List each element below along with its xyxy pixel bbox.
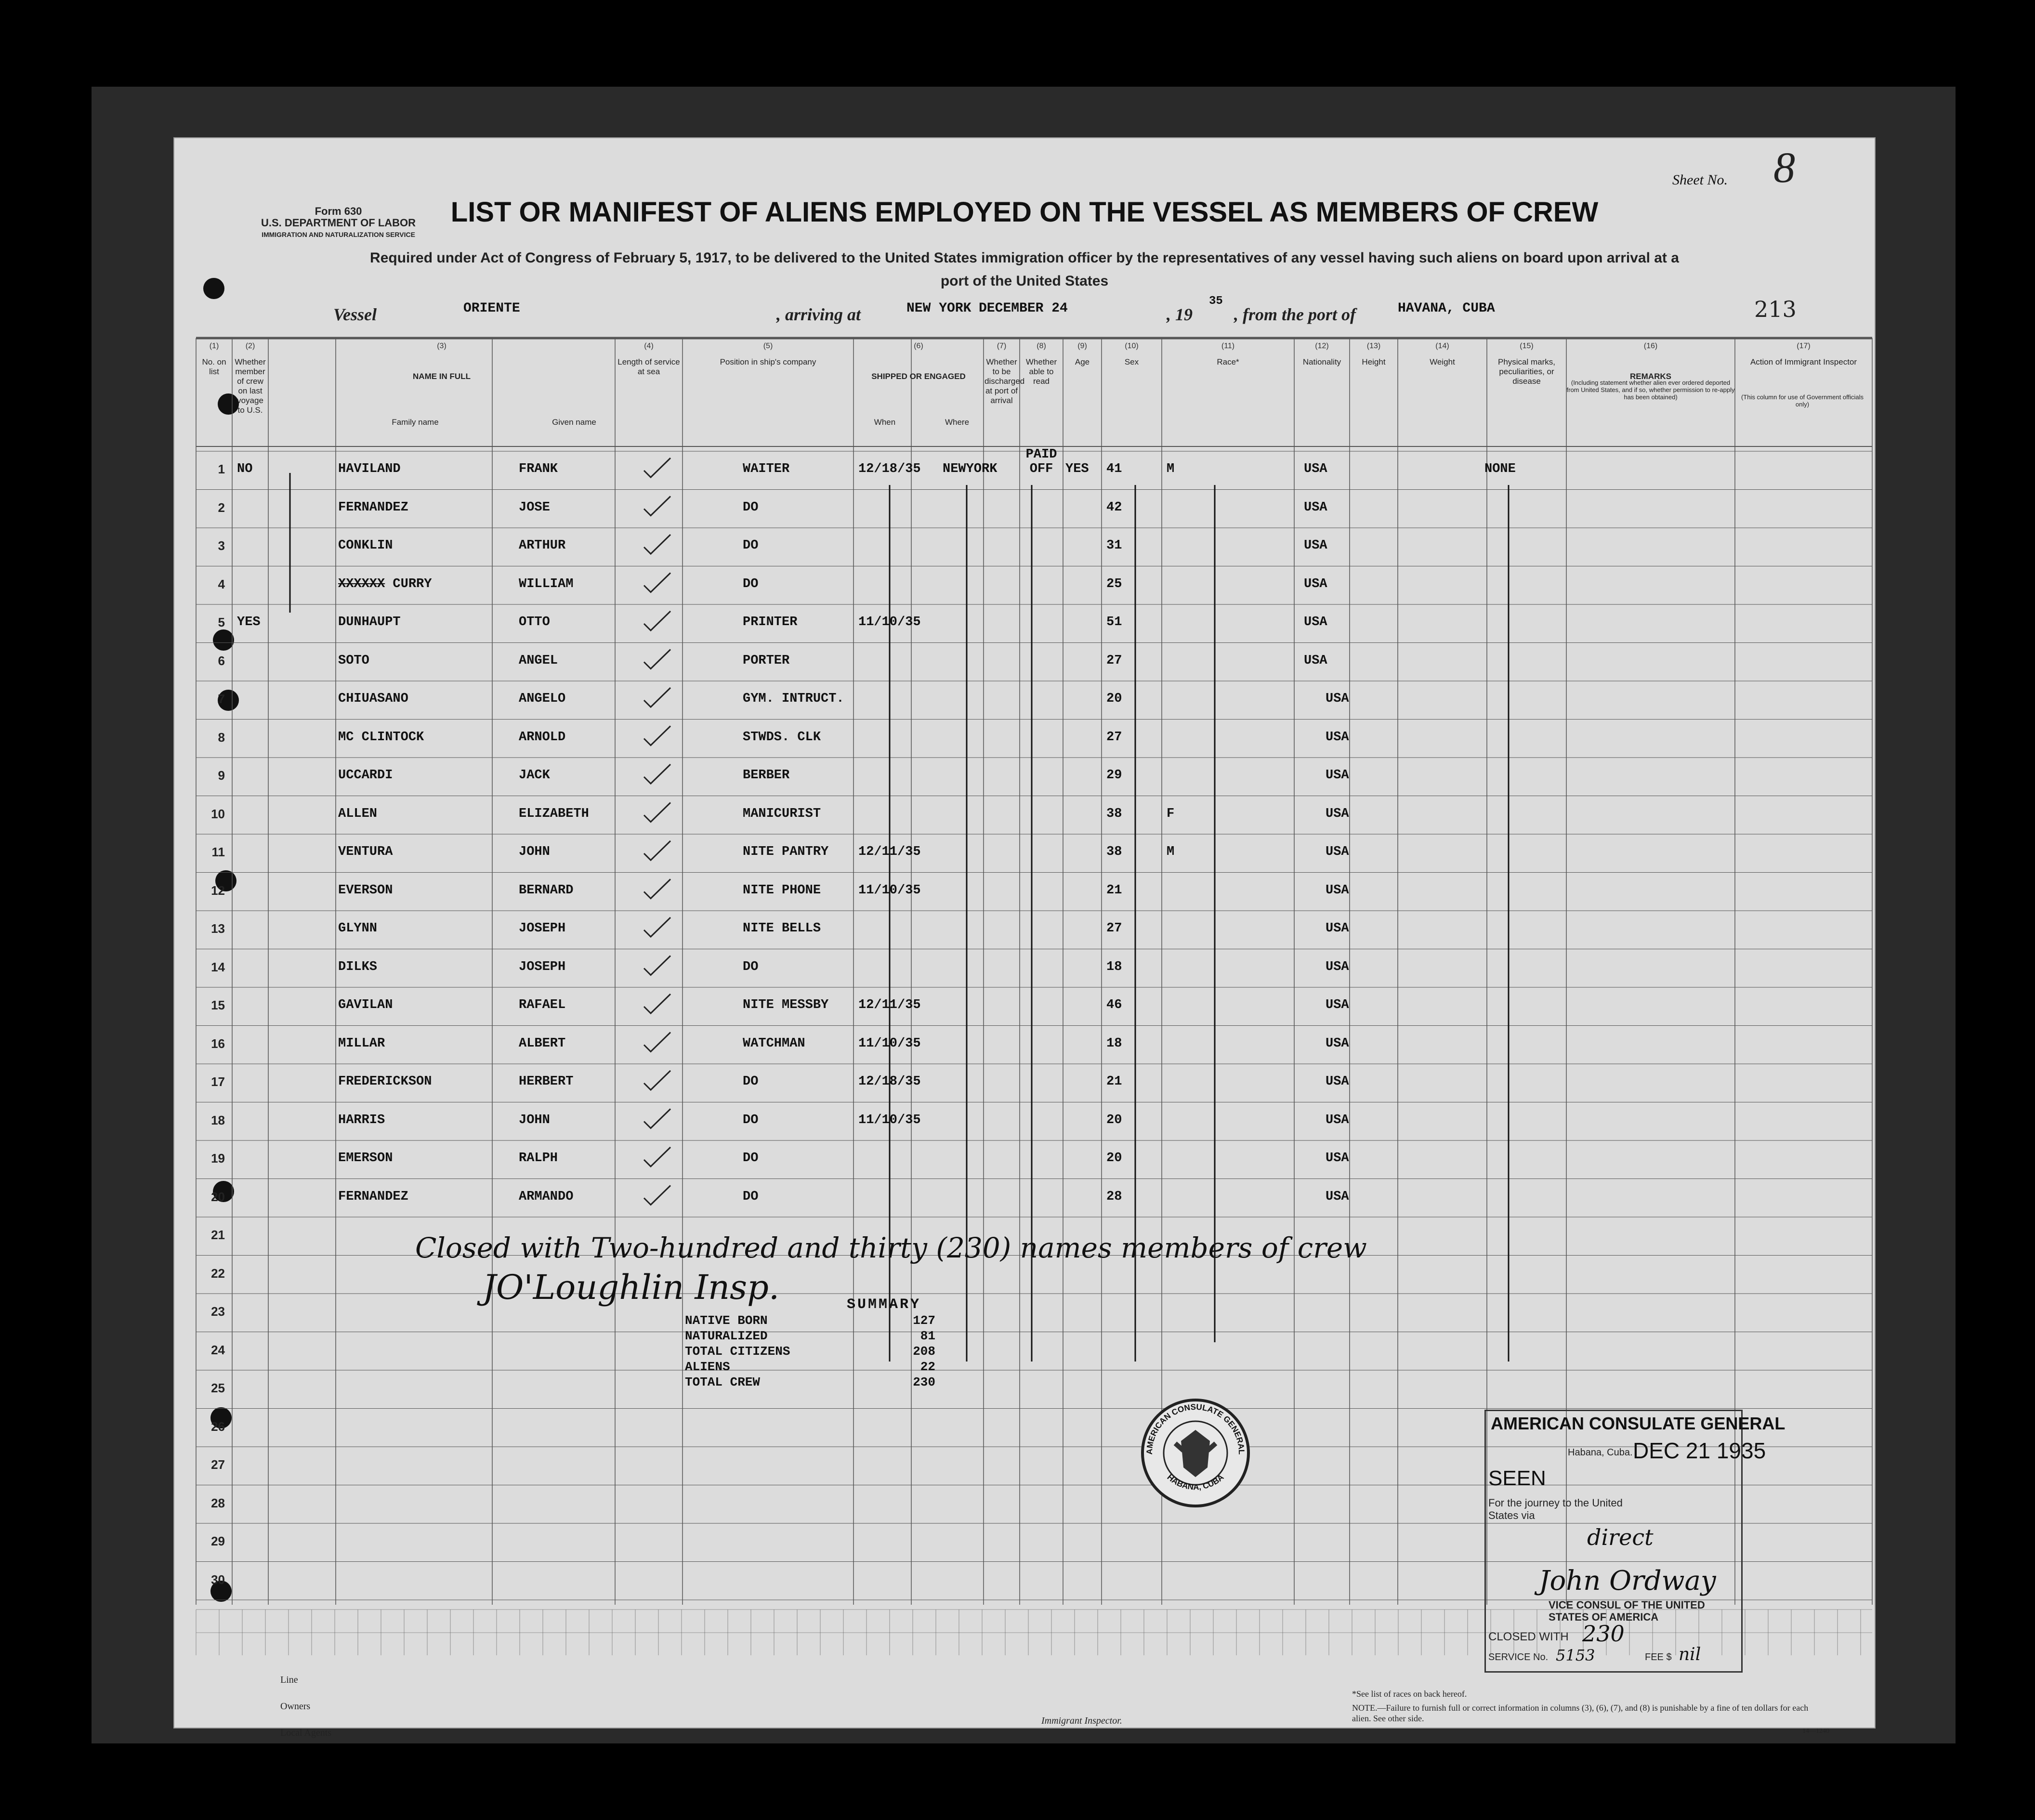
column-number: (8) <box>1037 342 1046 350</box>
cell-age: 38 <box>1106 845 1122 859</box>
check-mark <box>644 994 670 1013</box>
sheet-number: 8 <box>1773 144 1795 192</box>
row-number: 30 <box>211 1572 225 1587</box>
cell-family: HAVILAND <box>338 462 401 476</box>
cell-read: YES <box>1065 462 1089 476</box>
remarks-note: (Including statement whether alien ever ordered deported from United States, and if so, whether permission to re-apply has been obtained) <box>1566 379 1735 401</box>
cell-where: NEWYORK <box>943 462 998 476</box>
vessel-name: ORIENTE <box>463 301 520 316</box>
stamp-closed-value: 230 <box>1582 1621 1625 1647</box>
cell-position: NITE MESSBY <box>743 998 829 1012</box>
summary-label: ALIENS <box>685 1360 730 1374</box>
column-number: (4) <box>644 342 654 350</box>
cell-family: HARRIS <box>338 1113 385 1127</box>
cell-no: 18 <box>211 1113 225 1127</box>
cell-family: SOTO <box>338 653 369 668</box>
cell-when: 12/18/35 <box>858 462 921 476</box>
cell-nationality: USA <box>1304 462 1327 476</box>
column-number: (11) <box>1221 342 1235 350</box>
cell-marks: NONE <box>1484 462 1516 476</box>
cell-last: NO <box>237 462 253 476</box>
column-header: No. on list <box>202 357 226 376</box>
check-mark <box>644 726 670 746</box>
summary-value: 22 <box>920 1360 935 1374</box>
cell-given: WILLIAM <box>519 576 574 591</box>
cell-given: JACK <box>519 768 550 783</box>
cell-given: ANGELO <box>519 692 566 706</box>
cell-no: 5 <box>218 615 225 629</box>
cell-family: DILKS <box>338 959 378 974</box>
cell-position: NITE PANTRY <box>743 845 829 859</box>
cell-position: MANICURIST <box>743 806 821 821</box>
family-name-header: Family name <box>392 418 439 427</box>
cell-no: 14 <box>211 959 225 974</box>
cell-position: DO <box>743 576 759 591</box>
stamp-title: AMERICAN CONSULATE GENERAL <box>1491 1414 1786 1433</box>
cell-age: 20 <box>1106 1113 1122 1127</box>
closing-statement: Closed with Two-hundred and thirty (230) names members of crew <box>415 1231 1367 1264</box>
cell-nationality: USA <box>1304 615 1327 629</box>
check-mark <box>644 1109 670 1128</box>
cell-age: 42 <box>1106 500 1122 515</box>
cell-given: ALBERT <box>519 1036 566 1051</box>
cell-given: FRANK <box>519 462 558 476</box>
cell-age: 20 <box>1106 1151 1122 1165</box>
column-number: (17) <box>1797 342 1811 350</box>
check-mark <box>644 841 670 860</box>
where-header: Where <box>945 418 970 427</box>
summary-line <box>685 1328 935 1344</box>
stamp-date: DEC 21 1935 <box>1633 1438 1766 1463</box>
cell-when: 11/10/35 <box>858 1036 921 1051</box>
row-number: 21 <box>211 1228 225 1242</box>
consulate-seal <box>1138 1395 1253 1511</box>
check-mark <box>644 573 670 592</box>
cell-when: 12/11/35 <box>858 998 921 1012</box>
requirement-line-2: port of the United States <box>940 273 1109 289</box>
check-mark <box>644 535 670 554</box>
cell-age: 51 <box>1106 615 1122 629</box>
row-number: 27 <box>211 1457 225 1472</box>
column-header: REMARKS <box>1630 372 1671 381</box>
check-mark <box>644 688 670 707</box>
cell-sex: F <box>1167 806 1175 821</box>
cell-nationality: USA <box>1304 538 1327 553</box>
check-mark <box>644 497 670 516</box>
column-header: SHIPPED OR ENGAGED <box>871 372 966 381</box>
cell-family: MC CLINTOCK <box>338 730 424 745</box>
cell-family: MILLAR <box>338 1036 385 1051</box>
cell-no: 10 <box>211 806 225 821</box>
cell-position: STWDS. CLK <box>743 730 821 745</box>
footer-code: 14—1240 <box>1802 1728 1829 1735</box>
summary-value: 127 <box>913 1313 935 1328</box>
column-number: (5) <box>763 342 773 350</box>
inspector-signature: JO'Loughlin Insp. <box>483 1268 780 1307</box>
cell-nationality: USA <box>1326 998 1349 1012</box>
cell-age: 41 <box>1106 462 1122 476</box>
cell-given: OTTO <box>519 615 550 629</box>
cell-nationality: USA <box>1326 1113 1349 1127</box>
cell-no: 9 <box>218 768 225 783</box>
page-mark: 213 <box>1754 296 1797 322</box>
cell-nationality: USA <box>1326 1151 1349 1165</box>
cell-when: 11/10/35 <box>858 615 921 629</box>
vessel-label: Vessel <box>333 305 377 324</box>
cell-given: ELIZABETH <box>519 806 589 821</box>
cell-given: RAFAEL <box>519 998 566 1012</box>
check-mark <box>644 803 670 822</box>
stamp-signature: John Ordway <box>1539 1565 1716 1597</box>
check-mark <box>644 1071 670 1090</box>
cell-nationality: USA <box>1304 576 1327 591</box>
when-header: When <box>874 418 896 427</box>
cell-no: 3 <box>218 538 225 553</box>
summary-title: SUMMARY <box>846 1296 921 1313</box>
cell-family: GAVILAN <box>338 998 393 1012</box>
summary-label: NATURALIZED <box>685 1329 768 1343</box>
cell-nationality: USA <box>1326 1189 1349 1204</box>
cell-position: WATCHMAN <box>743 1036 805 1051</box>
stamp-office-1: VICE CONSUL OF THE UNITED <box>1549 1599 1705 1611</box>
department-name: U.S. DEPARTMENT OF LABOR <box>261 217 416 229</box>
check-mark <box>644 611 670 630</box>
stamp-closed-label: CLOSED WITH <box>1488 1630 1569 1643</box>
cell-position: DO <box>743 1189 759 1204</box>
column-number: (15) <box>1520 342 1534 350</box>
check-mark <box>644 956 670 975</box>
summary-value: 230 <box>913 1375 935 1389</box>
stamp-fee-value: nil <box>1679 1645 1701 1664</box>
cell-given: RALPH <box>519 1151 558 1165</box>
cell-when: 11/10/35 <box>858 1113 921 1127</box>
cell-age: 21 <box>1106 1074 1122 1089</box>
column-header: NAME IN FULL <box>413 372 471 381</box>
summary-line <box>685 1359 935 1375</box>
cell-position: DO <box>743 1151 759 1165</box>
column-number: (1) <box>209 342 219 350</box>
summary-lines <box>685 1313 935 1390</box>
cell-discharged: PAID OFF <box>1025 447 1057 476</box>
cell-age: 46 <box>1106 998 1122 1012</box>
column-number: (10) <box>1125 342 1139 350</box>
requirement-line-1: Required under Act of Congress of February 5, 1917, to be delivered to the United States immigration officer by the representatives of any vessel having such aliens on board upon arrival at a <box>370 250 1679 266</box>
cell-given: HERBERT <box>519 1074 574 1089</box>
given-name-header: Given name <box>552 418 596 427</box>
cell-family: UCCARDI <box>338 768 393 783</box>
column-number: (3) <box>437 342 446 350</box>
footer-agents-label: Local Agents <box>280 1728 332 1738</box>
check-mark <box>644 650 670 669</box>
summary-label: NATIVE BORN <box>685 1313 768 1328</box>
seal-top-text: AMERICAN CONSULATE GENERAL <box>1144 1402 1247 1455</box>
cell-position: DO <box>743 1074 759 1089</box>
cell-no: 12 <box>211 883 225 898</box>
summary-line <box>685 1313 935 1328</box>
footer-owners-label: Owners <box>280 1701 311 1712</box>
cell-position: PRINTER <box>743 615 798 629</box>
cell-no: 8 <box>218 730 225 745</box>
cell-given: ARTHUR <box>519 538 566 553</box>
cell-no: 20 <box>211 1189 225 1204</box>
check-mark <box>644 917 670 937</box>
column-header: Physical marks, peculiarities, or disease <box>1497 357 1556 386</box>
cell-no: 17 <box>211 1074 225 1089</box>
cell-nationality: USA <box>1326 692 1349 706</box>
arriving-label: , arriving at <box>776 305 861 324</box>
cell-no: 2 <box>218 500 225 515</box>
footer-inspector-label: Immigrant Inspector. <box>1041 1715 1122 1726</box>
seal-bottom-text: HABANA, CUBA <box>1165 1472 1226 1492</box>
summary-value: 81 <box>920 1329 935 1343</box>
cell-position: NITE BELLS <box>743 921 821 936</box>
summary-block <box>685 1296 935 1390</box>
cell-age: 31 <box>1106 538 1122 553</box>
check-mark <box>644 1186 670 1205</box>
cell-given: JOSEPH <box>519 921 566 936</box>
cell-nationality: USA <box>1326 730 1349 745</box>
cell-family <box>338 577 432 591</box>
cell-no: 7 <box>218 692 225 706</box>
stamp-service-value: 5153 <box>1556 1646 1595 1664</box>
service-name: IMMIGRATION AND NATURALIZATION SERVICE <box>262 231 415 238</box>
arrival-date: DECEMBER 24 <box>979 301 1068 316</box>
column-number: (13) <box>1366 342 1381 350</box>
column-number: (7) <box>997 342 1007 350</box>
sheet-label: Sheet No. <box>1672 172 1728 188</box>
column-header: Length of service at sea <box>617 357 680 376</box>
column-header: Whether to be discharged at port of arrival <box>985 357 1025 405</box>
cell-age: 27 <box>1106 730 1122 745</box>
action-note: (This column for use of Government officials only) <box>1741 393 1864 408</box>
row-number: 29 <box>211 1534 225 1548</box>
check-mark <box>644 764 670 784</box>
stamp-seen: SEEN <box>1488 1466 1546 1490</box>
row-number: 26 <box>211 1419 225 1434</box>
cell-family: FERNANDEZ <box>338 1189 408 1204</box>
column-header: Sex <box>1124 357 1139 367</box>
cell-given: JOHN <box>519 1113 550 1127</box>
column-header: Height <box>1362 357 1386 367</box>
cell-nationality: USA <box>1304 500 1327 515</box>
cell-age: 20 <box>1106 692 1122 706</box>
column-header: Age <box>1075 357 1090 367</box>
cell-given: ANGEL <box>519 653 558 668</box>
cell-no: 15 <box>211 998 225 1012</box>
cell-family: CONKLIN <box>338 538 393 553</box>
cell-family: DUNHAUPT <box>338 615 401 629</box>
cell-age: 27 <box>1106 653 1122 668</box>
stamp-fee-label: FEE $ <box>1645 1652 1672 1663</box>
form-number: Form 630 <box>315 205 362 217</box>
row-number: 25 <box>211 1381 225 1395</box>
stamp-journey: For the journey to the United States via <box>1488 1497 1623 1521</box>
stamp-via: direct <box>1587 1524 1654 1550</box>
cell-position: DO <box>743 959 759 974</box>
manifest-sheet <box>173 137 1876 1738</box>
cell-no: 11 <box>211 845 225 859</box>
cell-position: BERBER <box>743 768 790 783</box>
departure-port: HAVANA, CUBA <box>1398 301 1495 316</box>
cell-family: ALLEN <box>338 806 378 821</box>
cell-position: PORTER <box>743 653 790 668</box>
column-number: (14) <box>1435 342 1449 350</box>
column-header: Whether member of crew on last voyage to U.S. <box>235 357 266 415</box>
from-label: , from the port of <box>1234 305 1356 324</box>
cell-age: 18 <box>1106 959 1122 974</box>
cell-nationality: USA <box>1326 1036 1349 1051</box>
stamp-service-label: SERVICE No. <box>1488 1652 1549 1663</box>
cell-nationality: USA <box>1326 806 1349 821</box>
cell-position: DO <box>743 1113 759 1127</box>
cell-position: GYM. INTRUCT. <box>743 692 844 706</box>
cell-no: 6 <box>218 653 225 668</box>
cell-sex: M <box>1167 462 1175 476</box>
cell-age: 29 <box>1106 768 1122 783</box>
column-header: Position in ship's company <box>720 357 816 367</box>
column-header: Whether able to read <box>1025 357 1057 386</box>
cell-position: WAITER <box>743 462 790 476</box>
stamp-place: Habana, Cuba. <box>1568 1447 1633 1458</box>
cell-given: JOHN <box>519 845 550 859</box>
consulate-stamp <box>1484 1410 1786 1673</box>
cell-family: GLYNN <box>338 921 378 936</box>
cell-age: 21 <box>1106 883 1122 898</box>
row-number: 22 <box>211 1266 225 1281</box>
cell-family: FERNANDEZ <box>338 500 408 515</box>
cell-no: 13 <box>211 921 225 936</box>
footer-note: NOTE.—Failure to furnish full or correct information in columns (3), (6), (7), and (8) is punishable by a fine of ten dollars for each alien. See other side. <box>1352 1703 1809 1723</box>
cell-position: NITE PHONE <box>743 883 821 898</box>
row-number: 24 <box>211 1342 225 1357</box>
struck-text: XXXXXX <box>338 576 385 591</box>
cell-last: YES <box>237 615 261 629</box>
cell-when: 12/18/35 <box>858 1074 921 1089</box>
family-name-rest: CURRY <box>385 576 432 591</box>
row-number: 28 <box>211 1495 225 1510</box>
cell-when: 11/10/35 <box>858 883 921 898</box>
document-title: LIST OR MANIFEST OF ALIENS EMPLOYED ON THE VESSEL AS MEMBERS OF CREW <box>450 196 1599 228</box>
cell-sex: M <box>1167 845 1175 859</box>
cell-family: VENTURA <box>338 845 393 859</box>
row-number: 23 <box>211 1304 225 1319</box>
cell-nationality: USA <box>1304 653 1327 668</box>
cell-when: 12/11/35 <box>858 845 921 859</box>
column-number: (9) <box>1077 342 1087 350</box>
column-number: (2) <box>245 342 255 350</box>
cell-family: EMERSON <box>338 1151 393 1165</box>
arrival-year: 35 <box>1209 295 1223 308</box>
cell-position: DO <box>743 538 759 553</box>
stamp-office-2: STATES OF AMERICA <box>1549 1611 1659 1623</box>
summary-line <box>685 1375 935 1390</box>
cell-given: JOSEPH <box>519 959 566 974</box>
cell-position: DO <box>743 500 759 515</box>
cell-given: JOSE <box>519 500 550 515</box>
summary-label: TOTAL CREW <box>685 1375 761 1389</box>
year-prefix: , 19 <box>1167 305 1193 324</box>
summary-line <box>685 1344 935 1359</box>
cell-family: EVERSON <box>338 883 393 898</box>
column-header: Nationality <box>1302 357 1341 367</box>
footer-line-label: Line <box>280 1675 298 1685</box>
cell-age: 38 <box>1106 806 1122 821</box>
column-number: (6) <box>914 342 923 350</box>
cell-no: 19 <box>211 1151 225 1165</box>
cell-age: 25 <box>1106 576 1122 591</box>
cell-age: 27 <box>1106 921 1122 936</box>
footer-race-note: *See list of races on back hereof. <box>1352 1689 1467 1699</box>
column-header: Action of Immigrant Inspector <box>1750 357 1857 367</box>
column-header: Race* <box>1217 357 1239 367</box>
cell-age: 18 <box>1106 1036 1122 1051</box>
cell-given: ARNOLD <box>519 730 566 745</box>
cell-nationality: USA <box>1326 768 1349 783</box>
cell-nationality: USA <box>1326 1074 1349 1089</box>
column-header: Weight <box>1430 357 1455 367</box>
cell-nationality: USA <box>1326 845 1349 859</box>
summary-label: TOTAL CITIZENS <box>685 1344 790 1359</box>
column-number: (16) <box>1643 342 1658 350</box>
cell-nationality: USA <box>1326 921 1349 936</box>
cell-nationality: USA <box>1326 959 1349 974</box>
cell-no: 1 <box>218 462 225 476</box>
check-mark <box>644 458 670 477</box>
cell-no: 16 <box>211 1036 225 1051</box>
cell-age: 28 <box>1106 1189 1122 1204</box>
check-mark <box>644 1147 670 1166</box>
column-number: (12) <box>1315 342 1329 350</box>
cell-family: CHIUASANO <box>338 692 408 706</box>
check-mark <box>644 1033 670 1052</box>
cell-nationality: USA <box>1326 883 1349 898</box>
check-mark <box>644 879 670 899</box>
arrival-port: NEW YORK <box>906 301 972 316</box>
cell-given: BERNARD <box>519 883 574 898</box>
cell-given: ARMANDO <box>519 1189 574 1204</box>
summary-value: 208 <box>913 1344 935 1359</box>
cell-no: 4 <box>218 576 225 591</box>
cell-family: FREDERICKSON <box>338 1074 432 1089</box>
